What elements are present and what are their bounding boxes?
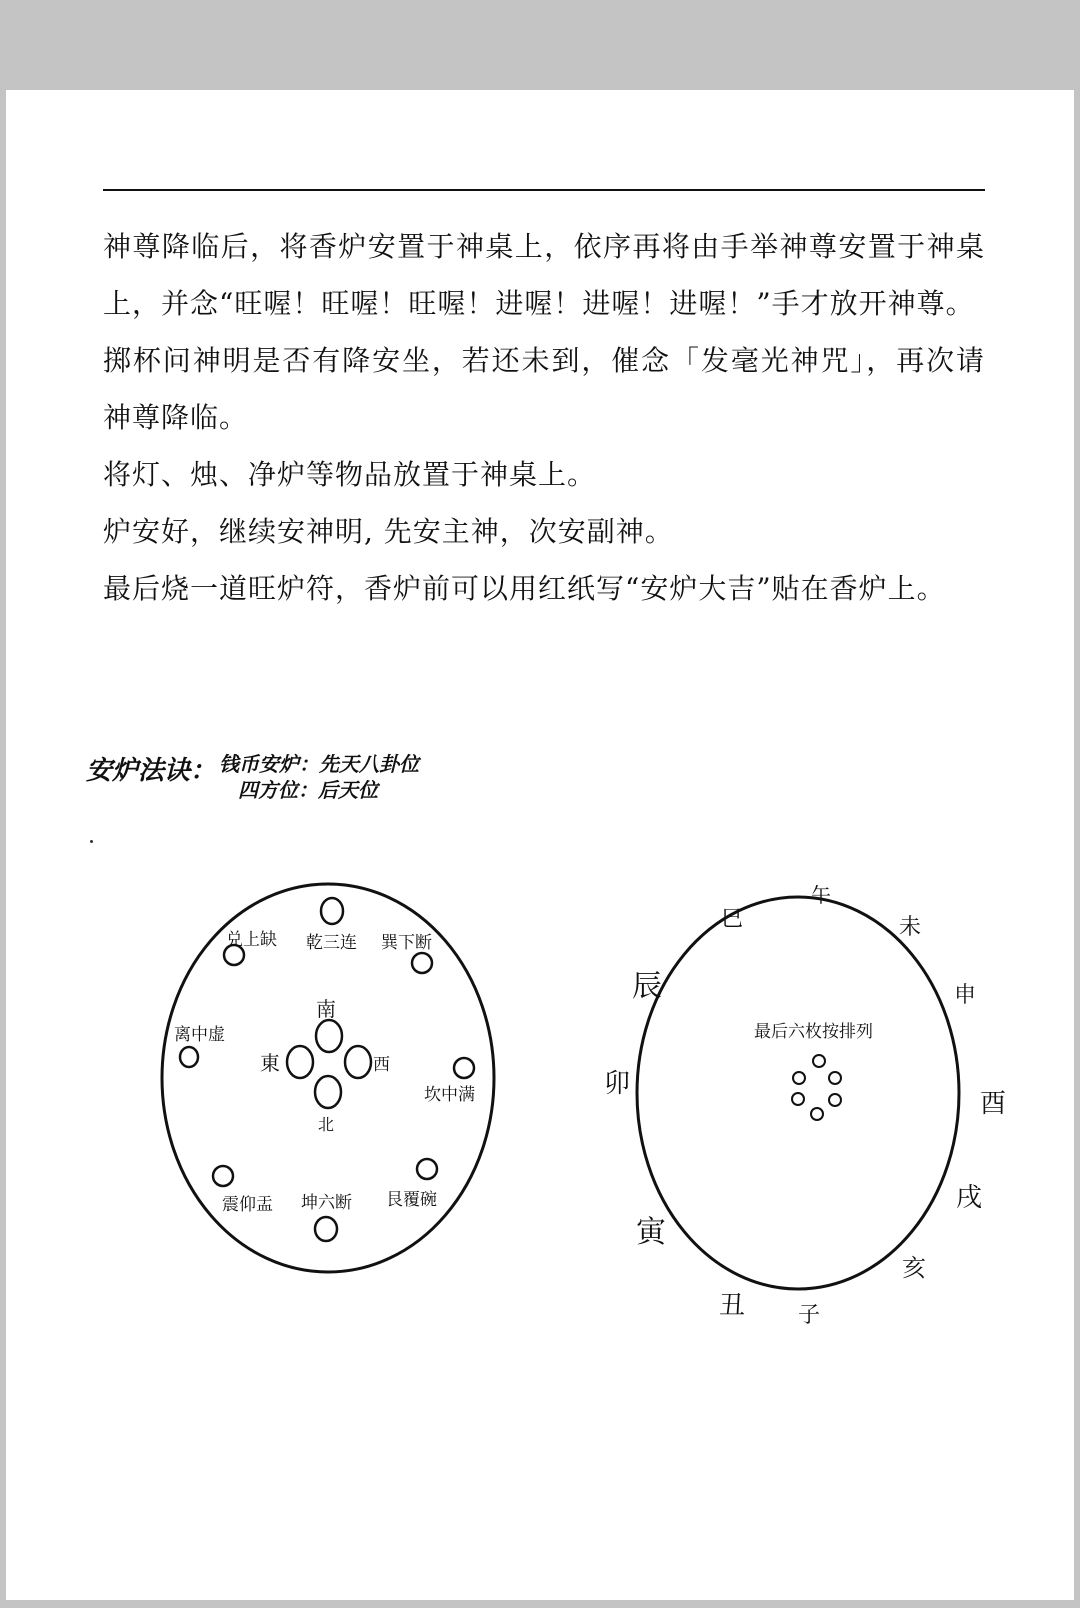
coin-icon [811, 1108, 823, 1120]
branch-label: 子 [798, 1303, 821, 1328]
center-label: 最后六枚按排列 [754, 1022, 873, 1042]
branch-label: 酉 [980, 1089, 1007, 1119]
branch-label: 申 [954, 983, 977, 1008]
branch-label: 午 [811, 883, 831, 907]
coin-icon [792, 1093, 804, 1105]
coin-icon [829, 1072, 841, 1084]
paragraph: 最后烧一道旺炉符，香炉前可以用红纸写“安炉大吉”贴在香炉上。 [103, 572, 946, 605]
direction-label: 西 [373, 1055, 390, 1075]
branch-label: 巳 [721, 907, 744, 932]
branch-label: 丑 [719, 1291, 746, 1321]
coin-icon [793, 1072, 805, 1084]
paragraph: 将灯、烛、净炉等物品放置于神桌上。 [103, 458, 597, 491]
coin-icon [213, 1166, 233, 1186]
trigram-label: 震仰盂 [222, 1195, 273, 1215]
coin-icon [417, 1159, 437, 1179]
paragraph: 炉安好，继续安神明, 先安主神，次安副神。 [103, 515, 674, 548]
paragraph: 掷杯问神明是否有降安坐，若还未到，催念「发毫光神咒」，再次请神尊降临。 [103, 344, 985, 434]
coin-icon [315, 1217, 337, 1241]
coin-icon [345, 1046, 371, 1078]
coin-icon [287, 1046, 313, 1078]
branch-label: 未 [899, 915, 922, 940]
diagrams [6, 90, 1074, 1600]
coin-icon [316, 1020, 342, 1052]
direction-label: 北 [318, 1115, 335, 1134]
trigram-label: 艮覆碗 [386, 1190, 437, 1210]
coin-icon [180, 1047, 198, 1067]
handwritten-note-title: 安炉法诀： [86, 756, 217, 786]
trigram-label: 兑上缺 [226, 930, 277, 950]
coin-icon [454, 1058, 474, 1078]
direction-label: 東 [260, 1051, 280, 1075]
document-page [6, 90, 1074, 1600]
coin-icon [412, 953, 432, 973]
trigram-label: 坤六断 [301, 1193, 352, 1213]
direction-label: 南 [316, 997, 336, 1021]
trigram-label: 坎中满 [424, 1085, 475, 1105]
paragraph: 神尊降临后，将香炉安置于神桌上，依序再将由手举神尊安置于神桌上，并念“旺喔！旺喔！旺喔！进喔！进喔！进喔！”手才放开神尊。 [103, 230, 985, 320]
branch-label: 寅 [636, 1215, 666, 1250]
right-diagram [604, 883, 1006, 1328]
coin-icon [829, 1094, 841, 1106]
coin-icon [321, 898, 343, 924]
branch-label: 亥 [902, 1254, 926, 1282]
trigram-label: 乾三连 [306, 933, 357, 953]
trigram-label: 离中虚 [174, 1025, 225, 1045]
handwritten-note-line: 四方位：后天位 [238, 778, 378, 802]
branch-label: 辰 [632, 969, 662, 1004]
handwritten-note-line: 钱币安炉：先天八卦位 [219, 752, 419, 776]
branch-label: 卯 [604, 1069, 631, 1099]
trigram-label: 巽下断 [381, 933, 432, 953]
branch-label: 戌 [956, 1183, 983, 1213]
coin-icon [315, 1076, 341, 1108]
left-diagram [162, 884, 494, 1272]
coin-icon [813, 1055, 825, 1067]
